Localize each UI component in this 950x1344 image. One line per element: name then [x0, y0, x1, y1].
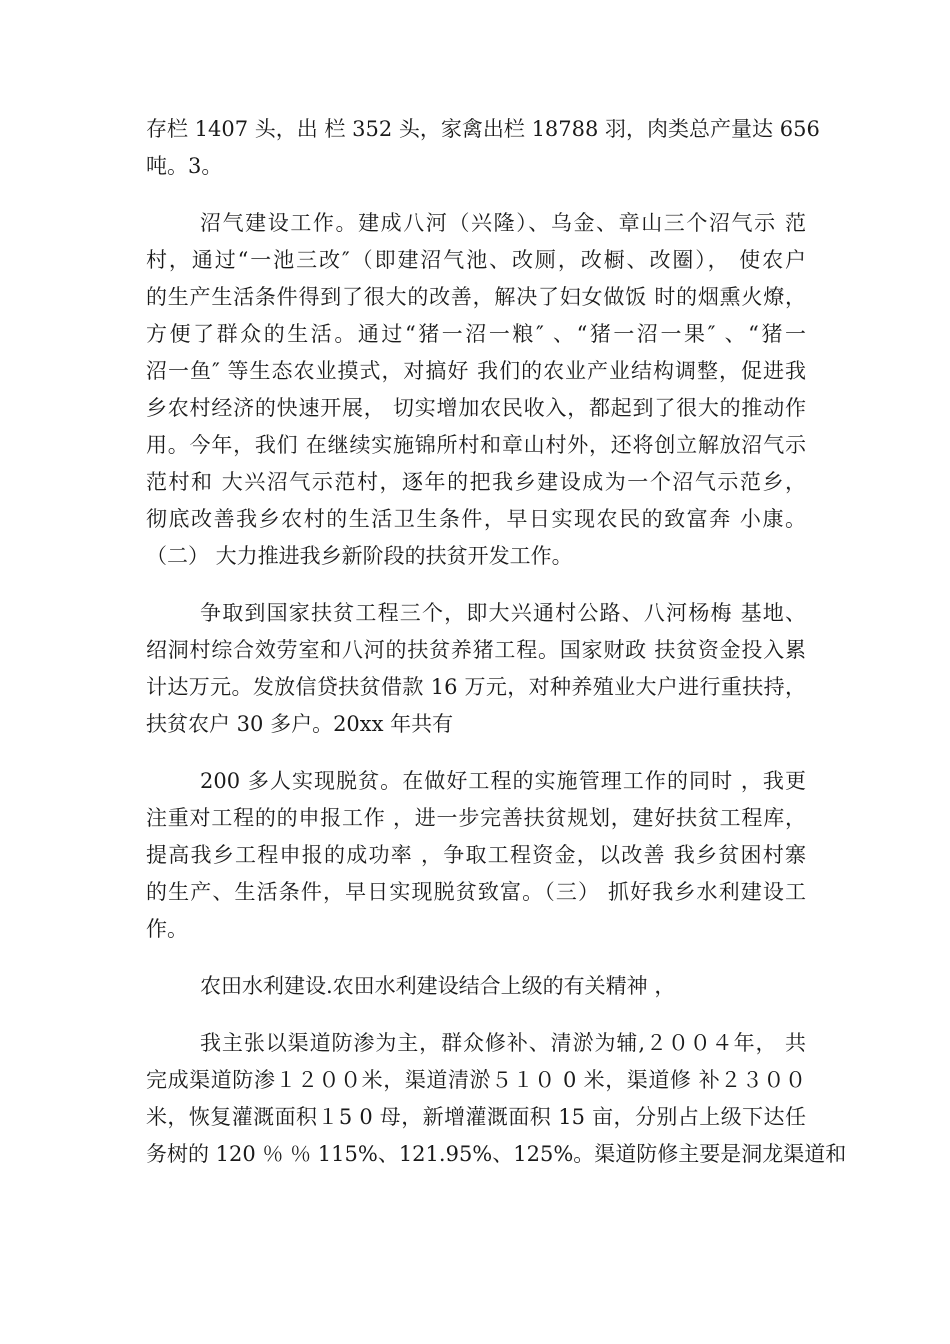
- text-line: 提高我乡工程申报的成功率 ，争取工程资金，以改善 我乡贫困村寨: [146, 843, 806, 867]
- paragraph-start-line: 农田水利建设.农田水利建设结合上级的有关精神 ，: [200, 974, 676, 998]
- paragraph-start-line: 我主张以渠道防渗为主，群众修补、清淤为辅,２００４年， 共: [200, 1031, 806, 1055]
- text-line: 米，恢复灌溉面积１5 0 母，新增灌溉面积 15 亩，分别占上级下达任: [146, 1105, 806, 1129]
- text-line: 的生产生活条件得到了很大的改善，解决了妇女做饭 时的烟熏火燎，: [146, 285, 806, 309]
- text-line: 扶贫农户 30 多户。20xx 年共有: [146, 712, 454, 736]
- text-line: 方便了群众的生活。通过“猪一沼一粮″ 、“猪一沼一果″ 、“猪一: [146, 322, 806, 346]
- paragraph-start-line: 沼气建设工作。建成八河（兴隆）、乌金、章山三个沼气示 范: [200, 211, 806, 235]
- text-line: 的生产、生活条件，早日实现脱贫致富。（三） 抓好我乡水利建设工: [146, 880, 806, 904]
- text-line: 彻底改善我乡农村的生活卫生条件，早日实现农民的致富奔 小康。: [146, 507, 806, 531]
- paragraph-start-line: 争取到国家扶贫工程三个，即大兴通村公路、八河杨梅 基地、: [200, 601, 806, 625]
- text-line: 乡农村经济的快速开展， 切实增加农民收入，都起到了很大的推动作: [146, 396, 806, 420]
- section-heading: （二） 大力推进我乡新阶段的扶贫开发工作。: [146, 544, 573, 568]
- text-line: 吨。3。: [146, 154, 223, 178]
- text-line: 范村和 大兴沼气示范村，逐年的把我乡建设成为一个沼气示范乡，: [146, 470, 806, 494]
- text-line: 作。: [146, 917, 188, 941]
- text-line: 注重对工程的的申报工作 ，进一步完善扶贫规划，建好扶贫工程库，: [146, 806, 806, 830]
- text-line: 村，通过“一池三改″（即建沼气池、改厕，改橱、改圈）， 使农户: [146, 248, 806, 272]
- text-line: 务树的 120 ％ ％ 115%、121.95%、125%。渠道防修主要是洞龙渠道和: [146, 1142, 847, 1166]
- text-line: 存栏 1407 头，出 栏 352 头，家禽出栏 18788 羽，肉类总产量达 656: [146, 117, 820, 141]
- paragraph-start-line: 200 多人实现脱贫。在做好工程的实施管理工作的同时 ，我更: [200, 769, 806, 793]
- text-line: 完成渠道防渗１２００米，渠道清淤５１０ 0 米，渠道修 补２３００: [146, 1068, 806, 1092]
- text-line: 绍洞村综合效劳室和八河的扶贫养猪工程。国家财政 扶贫资金投入累: [146, 638, 806, 662]
- text-line: 沼一鱼″ 等生态农业摸式，对搞好 我们的农业产业结构调整，促进我: [146, 359, 806, 383]
- text-line: 计达万元。发放信贷扶贫借款 16 万元，对种养殖业大户进行重扶持，: [146, 675, 806, 699]
- text-line: 用。今年，我们 在继续实施锦所村和章山村外，还将创立解放沼气示: [146, 433, 806, 457]
